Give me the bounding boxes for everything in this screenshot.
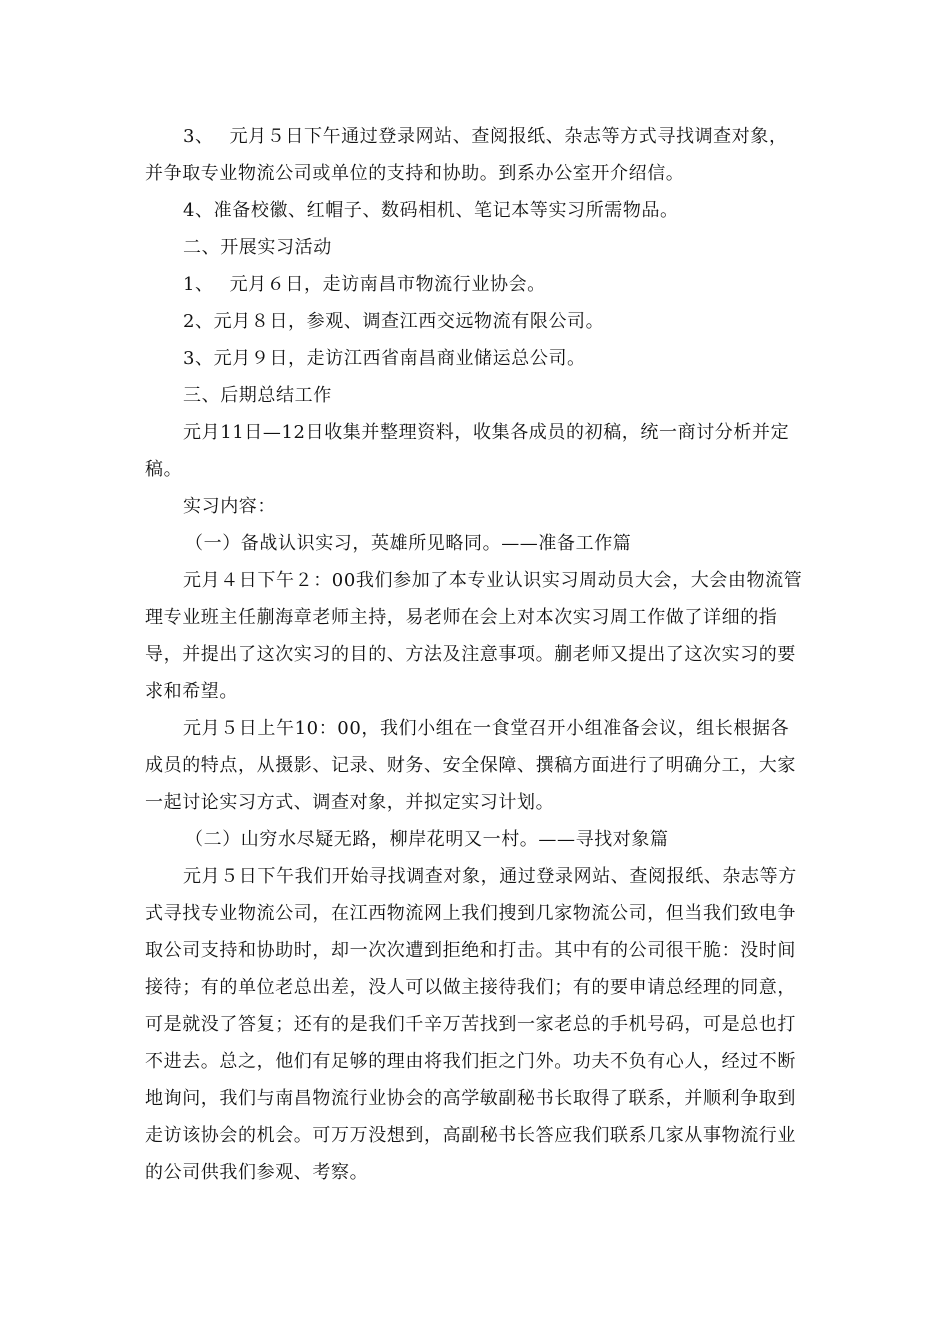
document-body xyxy=(145,118,805,1191)
paragraph-group-meeting: 元月５日上午10：00，我们小组在一食堂召开小组准备会议，组长根据各成员的特点，从摄影、记录、财务、安全保障、撰稿方面进行了明确分工，大家一起讨论实习方式、调查对象，并拟定实习计划。 xyxy=(145,718,796,813)
paragraph-mobilization-meeting: 元月４日下午２：00我们参加了本专业认识实习周动员大会，大会由物流管理专业班主任蒯海章老师主持，易老师在会上对本次实习周工作做了详细的指导，并提出了这次实习的目的、方法及注意事项。蒯老师又提出了这次实习的要求和希望。 xyxy=(145,570,803,702)
paragraph-activity-2: 2、元月８日，参观、调查江西交远物流有限公司。 xyxy=(183,311,605,332)
paragraph-activity-3: 3、元月９日，走访江西省南昌商业储运总公司。 xyxy=(183,348,586,369)
paragraph-step-4-prepare-items: 4、准备校徽、红帽子、数码相机、笔记本等实习所需物品。 xyxy=(183,200,679,221)
paragraph-activity-1: 1、 元月６日，走访南昌市物流行业协会。 xyxy=(183,274,546,295)
subheading-preparation: （一）备战认识实习，英雄所见略同。——准备工作篇 xyxy=(185,533,632,554)
subheading-finding-targets: （二）山穷水尽疑无路，柳岸花明又一村。——寻找对象篇 xyxy=(185,829,669,850)
paragraph-summary-work: 元月11日—12日收集并整理资料，收集各成员的初稿，统一商讨分析并定稿。 xyxy=(145,422,790,480)
section-heading-content: 实习内容： xyxy=(183,496,276,517)
paragraph-step-3-find-targets: 3、 元月５日下午通过登录网站、查阅报纸、杂志等方式寻找调查对象，并争取专业物流公司或单位的支持和协助。到系办公室开介绍信。 xyxy=(145,126,788,184)
section-heading-activities: 二、开展实习活动 xyxy=(183,237,332,258)
paragraph-finding-targets: 元月５日下午我们开始寻找调查对象，通过登录网站、查阅报纸、杂志等方式寻找专业物流公司，在江西物流网上我们搜到几家物流公司，但当我们致电争取公司支持和协助时，却一次次遭到拒绝和打击。其中有的公司很干脆：没时间接待；有的单位老总出差，没人可以做主接待我们；有的要申请总经理的同意，可是就没了答复；还有的是我们千辛万苦找到一家老总的手机号码，可是总也打不进去。总之，他们有足够的理由将我们拒之门外。功夫不负有心人，经过不断地询问，我们与南昌物流行业协会的高学敏副秘书长取得了联系，并顺利争取到走访该协会的机会。可万万没想到，高副秘书长答应我们联系几家从事物流行业的公司供我们参观、考察。 xyxy=(145,866,797,1183)
section-heading-summary: 三、后期总结工作 xyxy=(183,385,332,406)
